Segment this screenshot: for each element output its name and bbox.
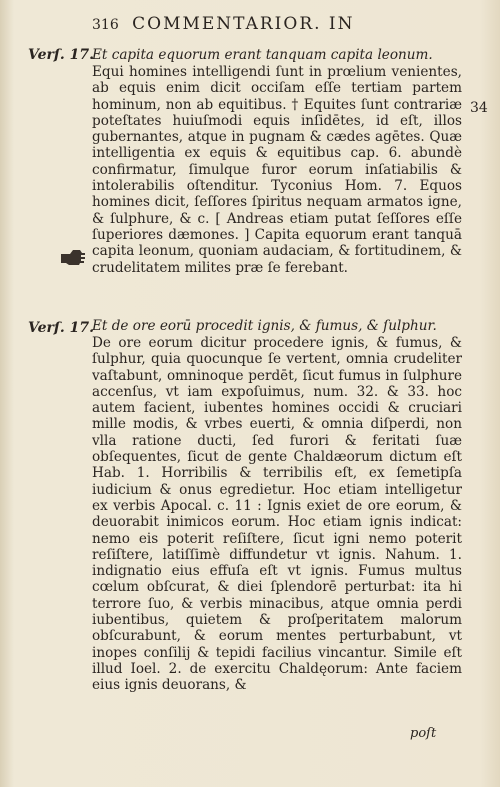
lemma-2: Et de ore eorū procedit ignis, & fumus, & ſulphur. bbox=[92, 318, 437, 334]
paragraph-1: Equi homines intelligendi ſunt in prœlium venientes, ab equis enim dicit occiſam eſſe tertiam partem hominum, non ab equitibus. † Equites ſunt contrariæ poteſtates huiuſmodi equis inſidētes, id eſt, illos gubernantes, atque in pugnam & cædes agētes. Quæ intelligentia ex equis & equitibus cap. 6. abundè confirmatur, ſimulque furor eorum inſatiabilis & intolerabilis oſtenditur. Tyconius Hom. 7. Equos homines dicit, ſeſſores ſpiritus nequam armatos igne, & ſulphure, & c. [ Andreas etiam putat ſeſſores eſſe ſuperiores dæmones. ] Capita equorum erant tanquā capita leonum, quoniam audaciam, & fortitudinem, & crudelitatem milites præ ſe ferebant. bbox=[92, 64, 462, 276]
manicule-icon bbox=[60, 247, 86, 267]
lemma-1: Et capita equorum erant tanquam capita leonum. bbox=[92, 47, 433, 63]
margin-reference-number: 34 bbox=[470, 100, 488, 116]
running-title: COMMENTARIOR. IN bbox=[132, 14, 355, 34]
page-number: 316 bbox=[92, 17, 119, 33]
verse-label: Verſ. 17. bbox=[28, 320, 94, 336]
paragraph-2: De ore eorum dicitur procedere ignis, & fumus, & ſulphur, quia quocunque ſe vertent, omnia crudeliter vaſtabunt, omninoque perdēt, ſicut fumus in ſulphure accenſus, vt iam expoſuimus, num. 32. & 33. hoc autem facient, iubentes homines occidi & cruciari mille modis, & vrbes euerti, & omnia diſperdi, non vlla ratione ducti, ſed furori & feritati ſuæ obſequentes, ſicut de gente Chaldæorum dictum eſt Hab. 1. Horribilis & terribilis eſt, ex ſemetipſa iudicium & onus egredietur. Hoc etiam intelligetur ex verbis Apocal. c. 11 : Ignis exiet de ore eorum, & deuorabit inimicos eorum. Hoc etiam ignis indicat: nemo eis poterit reſiſtere, ſicut igni nemo poterit reſiſtere, latiſſimè diffundetur vt ignis. Nahum. 1. indignatio eius effuſa eſt vt ignis. Fumus multus cœlum obſcurat, & diei ſplendorē perturbat: ita hi terrore ſuo, & verbis minacibus, atque omnia perdi iubentibus, quietem & proſperitatem malorum obſcurabunt, & eorum mentes perturbabunt, vt inopes conſilij & tepidi facilius vincantur. Simile eſt illud Ioel. 2. de exercitu Chaldęorum: Ante faciem eius ignis deuorans, & bbox=[92, 335, 462, 694]
catchword: poſt bbox=[410, 726, 437, 741]
running-header bbox=[92, 14, 472, 40]
verse-label: Verſ. 17. bbox=[28, 47, 94, 63]
